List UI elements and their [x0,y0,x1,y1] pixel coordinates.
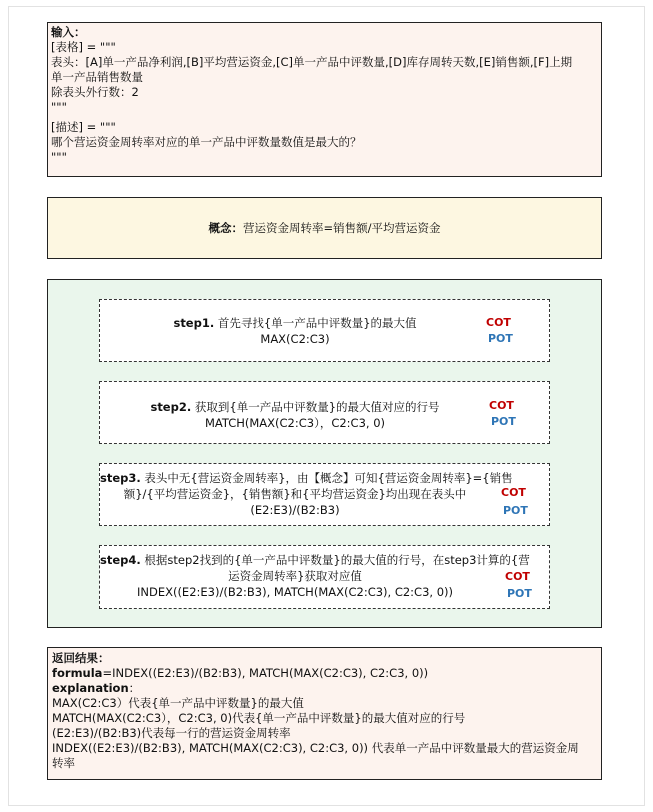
step-2-box [99,381,550,444]
step-4-label: step4. [100,553,141,567]
step-3-box [99,463,550,526]
step-4-line-2: 运资金周转率}获取对应值 [228,569,362,583]
step-2-pot-tag: POT [491,415,516,428]
step-2-cot-tag: COT [489,399,514,412]
explanation-line-1: MAX(C2:C3）代表{单一产品中评数量}的最大值 [52,696,304,710]
explanation-line-2: MATCH(MAX(C2:C3），C2:C3, 0)代表{单一产品中评数量}的最大值对应的行号 [52,711,466,725]
input-box [47,22,602,177]
description-close: """ [51,150,67,164]
explanation-line-4: INDEX((E2:E3)/(B2:B3), MATCH(MAX(C2:C3), C2:C3, 0)) 代表单一产品中评数量最大的营运资金周 [52,741,579,755]
step-4-pot-tag: POT [507,587,532,600]
result-heading: 返回结果： [52,651,110,665]
step-3-line-2: 额}/{平均营运资金}，{销售额}和{平均营运资金}均出现在表头中 [123,487,467,501]
table-row-count: 除表头外行数：2 [51,85,139,99]
concept-label: 概念： [208,221,243,235]
step-3-line-1: 表头中无{营运资金周转率}，由【概念】可知{营运资金周转率}={销售 [144,471,513,485]
step-1-label: step1. [173,316,215,330]
description-text: 哪个营运资金周转率对应的单一产品中评数量数值是最大的？ [51,135,362,149]
table-open: [表格] = """ [51,40,116,54]
step-1-line-1: 首先寻找{单一产品中评数量}的最大值 [217,316,417,330]
step-2-line-2: MATCH(MAX(C2:C3），C2:C3, 0) [204,416,386,430]
concept-box [47,197,602,259]
step-3-pot-tag: POT [503,504,528,517]
step-4-box [99,545,550,609]
table-header-line-2: 单一产品销售数量 [51,70,143,84]
step-1-cot-tag: COT [486,316,511,329]
table-close: """ [51,100,67,114]
step-4-line-1: 根据step2找到的{单一产品中评数量}的最大值的行号，在step3计算的{营 [144,553,530,567]
step-4-line-3: INDEX((E2:E3)/(B2:B3), MATCH(MAX(C2:C3), C2:C3, 0)) [136,585,454,599]
step-4-cot-tag: COT [505,570,530,583]
result-box [47,647,602,780]
formula-value: =INDEX((E2:E3)/(B2:B3), MATCH(MAX(C2:C3), C2:C3, 0)) [102,666,429,680]
step-3-cot-tag: COT [501,486,526,499]
step-2-line-1: 获取到{单一产品中评数量}的最大值对应的行号 [194,400,440,414]
explanation-colon: ： [128,681,141,695]
description-open: [描述] = """ [51,120,116,134]
steps-box [47,279,602,628]
step-3-label: step3. [100,471,141,485]
formula-label: formula [52,666,103,680]
table-header-line-1: 表头：[A]单一产品净利润,[B]平均营运资金,[C]单一产品中评数量,[D]库存周转天数,[E]销售额,[F]上期 [51,55,573,69]
explanation-line-5: 转率 [52,756,75,770]
step-1-line-2: MAX(C2:C3) [260,332,330,346]
concept-text: 营运资金周转率=销售额/平均营运资金 [242,221,441,235]
explanation-line-3: (E2:E3)/(B2:B3)代表每一行的营运资金周转率 [52,726,291,740]
step-2-label: step2. [150,400,192,414]
step-3-line-3: (E2:E3)/(B2:B3) [250,503,340,517]
explanation-label: explanation [52,681,129,695]
step-1-pot-tag: POT [488,332,513,345]
input-heading: 输入： [51,25,86,39]
step-1-box [99,299,550,362]
